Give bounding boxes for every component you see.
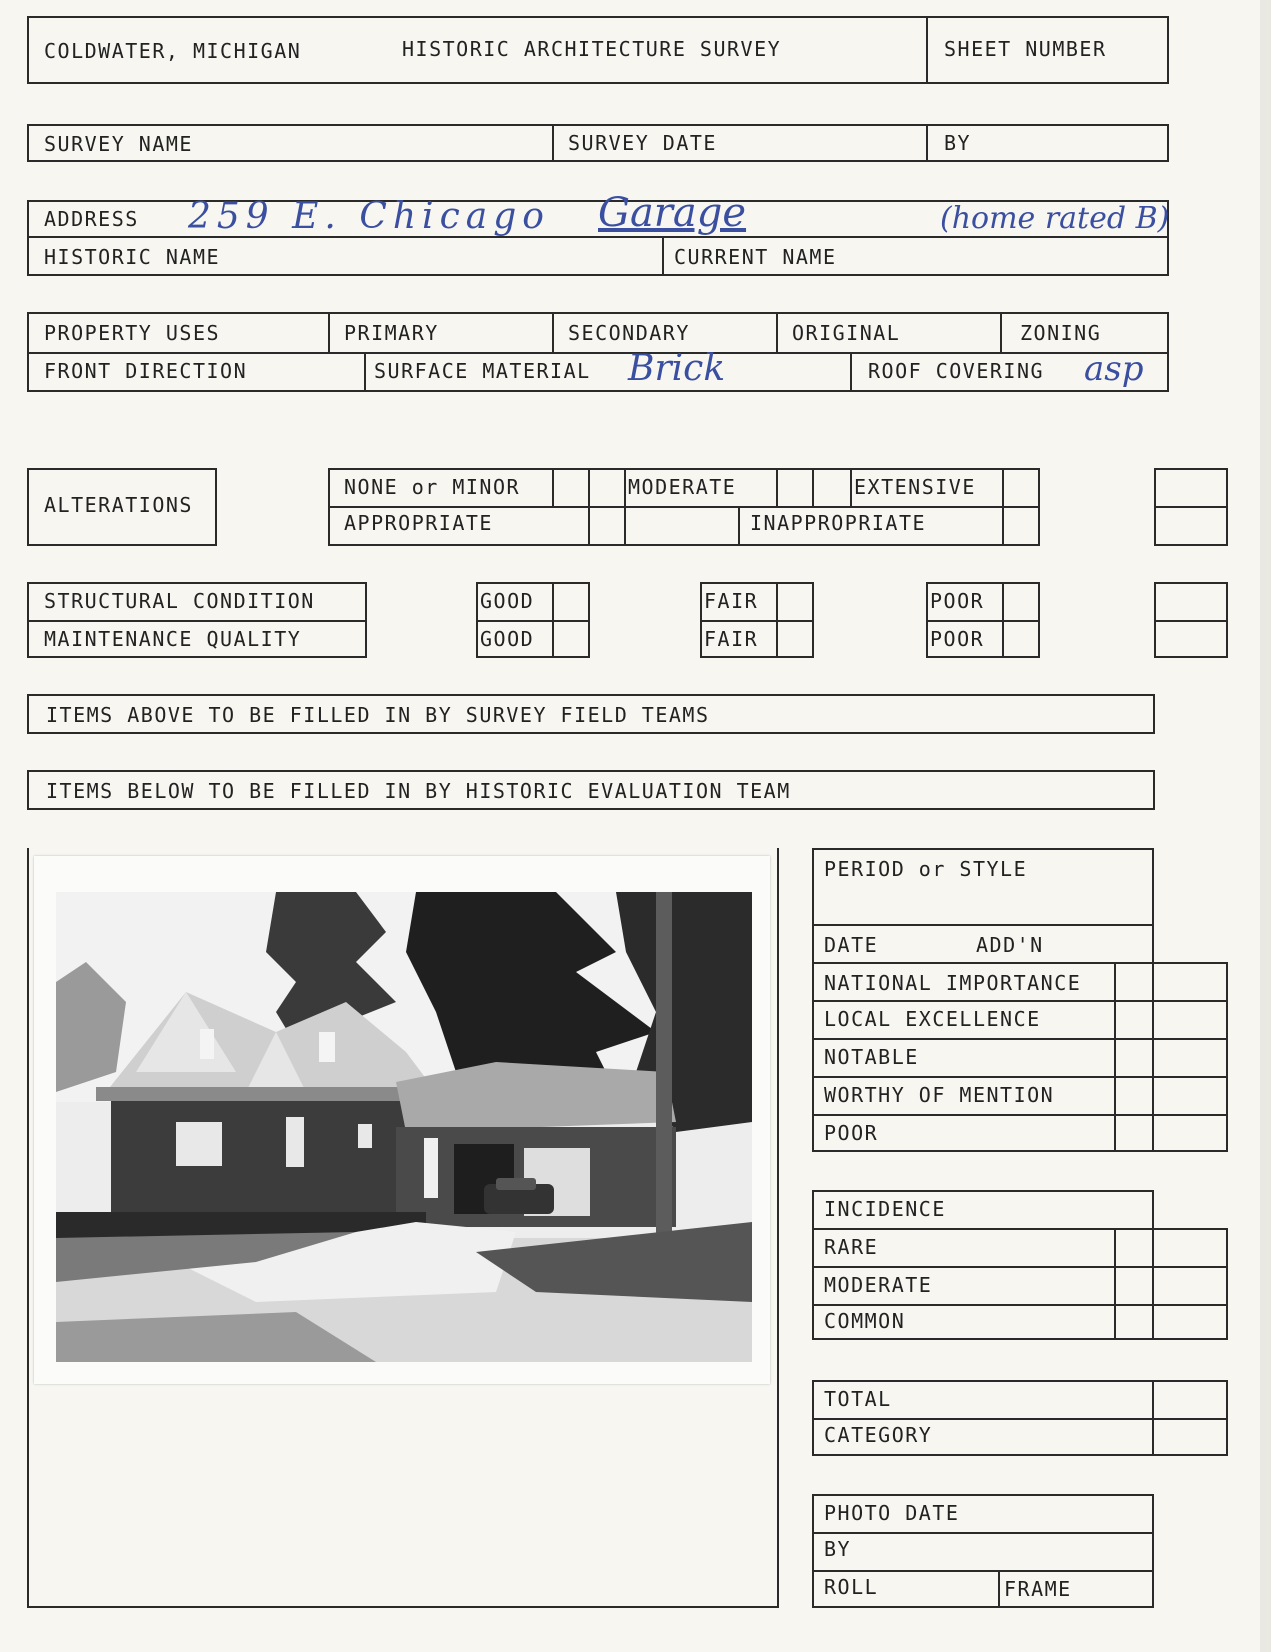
period-style-label: PERIOD or STYLE (824, 857, 1028, 881)
addn-label: ADD'N (976, 933, 1044, 957)
none-minor-label: NONE or MINOR (344, 475, 521, 499)
evaluation-poor-label: POOR (824, 1121, 879, 1145)
inappropriate-label: INAPPROPRIATE (750, 511, 927, 535)
rare-label: RARE (824, 1235, 879, 1259)
common-label: COMMON (824, 1309, 906, 1333)
header-title: HISTORIC ARCHITECTURE SURVEY (402, 37, 782, 61)
good-label-1: GOOD (480, 589, 535, 613)
photo-date-label: PHOTO DATE (824, 1501, 960, 1525)
garage-note: Garage (598, 190, 747, 236)
moderate-alteration-label: MODERATE (628, 475, 737, 499)
incidence-moderate-label: MODERATE (824, 1273, 933, 1297)
house-photo (56, 892, 752, 1362)
photo-by-label: BY (824, 1537, 852, 1561)
maintenance-quality-label: MAINTENANCE QUALITY (44, 627, 302, 651)
current-name-label: CURRENT NAME (674, 245, 837, 269)
header-city: COLDWATER, MICHIGAN (44, 39, 302, 63)
survey-by-label: BY (944, 131, 972, 155)
good-label-2: GOOD (480, 627, 535, 651)
home-rated-note: (home rated B) (940, 201, 1170, 236)
address-label: ADDRESS (44, 207, 139, 231)
address-value: 259 E. Chicago (188, 196, 550, 237)
items-above-note: ITEMS ABOVE TO BE FILLED IN BY SURVEY FIELD TEAMS (46, 703, 710, 727)
appropriate-label: APPROPRIATE (344, 511, 493, 535)
fair-label-2: FAIR (704, 627, 759, 651)
poor-label-1: POOR (930, 589, 985, 613)
roof-covering-label: ROOF COVERING (868, 359, 1045, 383)
surface-material-value: Brick (628, 348, 726, 389)
local-excellence-label: LOCAL EXCELLENCE (824, 1007, 1041, 1031)
worthy-of-mention-label: WORTHY OF MENTION (824, 1083, 1055, 1107)
front-direction-label: FRONT DIRECTION (44, 359, 248, 383)
notable-label: NOTABLE (824, 1045, 919, 1069)
zoning-label: ZONING (1020, 321, 1102, 345)
incidence-label: INCIDENCE (824, 1197, 946, 1221)
primary-label: PRIMARY (344, 321, 439, 345)
category-label: CATEGORY (824, 1423, 933, 1447)
structural-condition-label: STRUCTURAL CONDITION (44, 589, 315, 613)
survey-name-label: SURVEY NAME (44, 132, 193, 156)
date-label: DATE (824, 933, 879, 957)
frame-label: FRAME (1004, 1577, 1072, 1601)
extensive-label: EXTENSIVE (854, 475, 976, 499)
original-label: ORIGINAL (792, 321, 901, 345)
property-uses-label: PROPERTY USES (44, 321, 221, 345)
surface-material-label: SURFACE MATERIAL (374, 359, 591, 383)
scan-edge (1260, 0, 1271, 1652)
photo-mount (34, 856, 770, 1384)
fair-label-1: FAIR (704, 589, 759, 613)
roll-label: ROLL (824, 1575, 879, 1599)
roof-covering-value: asp (1084, 349, 1144, 389)
sheet-number-label: SHEET NUMBER (944, 37, 1107, 61)
secondary-label: SECONDARY (568, 321, 690, 345)
alterations-label: ALTERATIONS (44, 493, 193, 517)
items-below-note: ITEMS BELOW TO BE FILLED IN BY HISTORIC EVALUATION TEAM (46, 779, 791, 803)
historic-name-label: HISTORIC NAME (44, 245, 221, 269)
poor-label-2: POOR (930, 627, 985, 651)
national-importance-label: NATIONAL IMPORTANCE (824, 971, 1082, 995)
survey-date-label: SURVEY DATE (568, 131, 717, 155)
total-label: TOTAL (824, 1387, 892, 1411)
